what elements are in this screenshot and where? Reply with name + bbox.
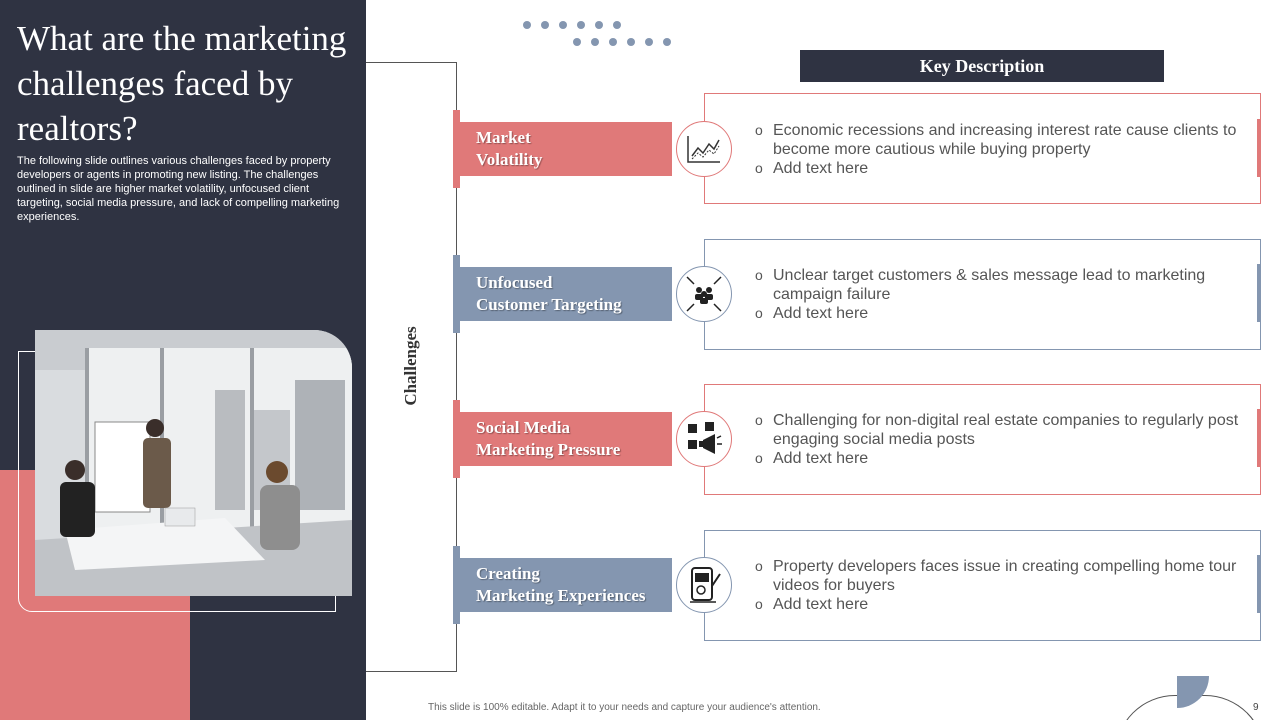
slide-title: What are the marketing challenges faced by realtors? — [17, 19, 347, 148]
description-edge-bar — [1257, 119, 1261, 177]
key-description-header: Key Description — [800, 50, 1164, 82]
description-bullets — [755, 411, 1245, 468]
description-edge-bar — [1257, 264, 1261, 322]
challenge-label — [460, 558, 672, 612]
challenge-label-line2: Marketing Experiences — [476, 586, 646, 605]
decorative-dots-top — [523, 21, 621, 29]
description-bullets — [755, 266, 1245, 323]
challenge-label-line2: Volatility — [476, 150, 543, 169]
challenge-label-line1: Creating — [476, 564, 540, 583]
description-edge-bar — [1257, 555, 1261, 613]
bullet-item: o Add text here — [755, 449, 1245, 468]
challenge-label-line1: Social Media — [476, 418, 570, 437]
label-accent-bar — [453, 110, 460, 188]
challenge-label-line1: Market — [476, 128, 531, 147]
bullet-item: o Add text here — [755, 304, 1245, 323]
challenge-label-line2: Marketing Pressure — [476, 440, 621, 459]
phone-video-icon — [676, 557, 732, 613]
challenges-axis-label: Challenges — [401, 326, 420, 406]
label-accent-bar — [453, 255, 460, 333]
challenge-row-creating-experiences — [0, 528, 1280, 648]
bullet-item: o Add text here — [755, 595, 1245, 614]
label-accent-bar — [453, 546, 460, 624]
description-bullets — [755, 557, 1245, 614]
bullet-item: o Challenging for non-digital real estate companies to regularly post engaging social media posts — [755, 411, 1245, 449]
challenge-label-line2: Customer Targeting — [476, 295, 622, 314]
line-chart-icon — [676, 121, 732, 177]
target-audience-icon — [676, 266, 732, 322]
challenge-label — [460, 412, 672, 466]
page-number: 9 — [1253, 702, 1259, 713]
social-media-megaphone-icon — [676, 411, 732, 467]
description-edge-bar — [1257, 409, 1261, 467]
challenge-label — [460, 267, 672, 321]
description-bullets — [755, 121, 1245, 178]
bullet-item: o Add text here — [755, 159, 1245, 178]
bullet-item: o Property developers faces issue in creating compelling home tour videos for buyers — [755, 557, 1245, 595]
bullet-item: o Economic recessions and increasing interest rate cause clients to become more cautious while buying property — [755, 121, 1245, 159]
footer-note: This slide is 100% editable. Adapt it to your needs and capture your audience's attention. — [428, 702, 821, 713]
challenge-label-line1: Unfocused — [476, 273, 553, 292]
challenge-row-unfocused-targeting — [0, 237, 1280, 357]
slide-subtitle: The following slide outlines various challenges faced by property developers or agents in promoting new listing. The challenges outlined in slide are higher market volatility, unfocused client targeting, social media pressure, and lack of compelling marketing experiences. — [17, 155, 340, 223]
challenge-row-social-media-pressure — [0, 382, 1280, 502]
bullet-item: o Unclear target customers & sales message lead to marketing campaign failure — [755, 266, 1245, 304]
challenge-row-market-volatility — [0, 92, 1280, 212]
challenge-label — [460, 122, 672, 176]
decorative-dots-bottom — [573, 38, 671, 46]
label-accent-bar — [453, 400, 460, 478]
